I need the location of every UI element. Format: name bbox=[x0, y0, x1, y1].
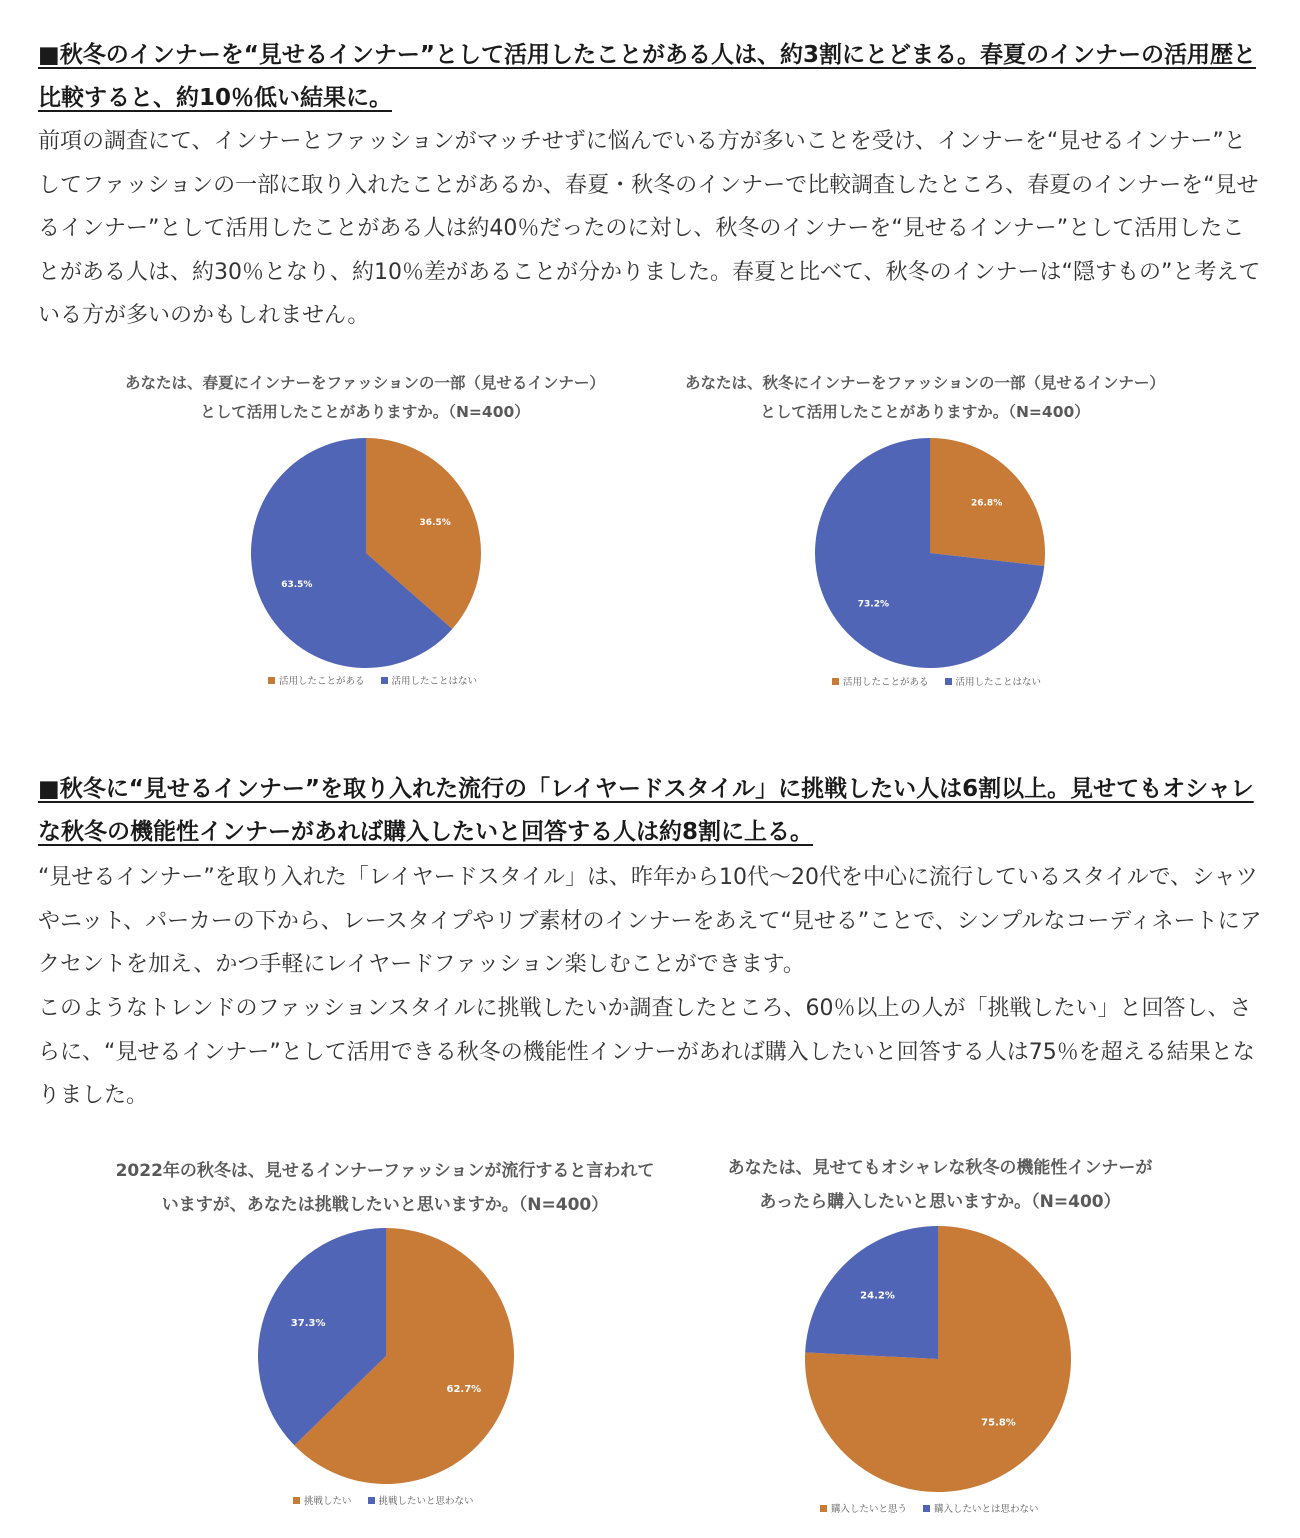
chart-4-pie bbox=[804, 1225, 1072, 1493]
pie-data-label-1: 75.8% bbox=[981, 1417, 1016, 1429]
section-2-heading: ■秋冬に“見せるインナー”を取り入れた流行の「レイヤードスタイル」に挑戦したい人は6割以上。見せてもオシャレな秋冬の機能性インナーがあれば購入したいと回答する人は約8割に上る。 bbox=[38, 776, 1254, 845]
chart-2-legend bbox=[832, 674, 1041, 688]
legend-label: 活用したことはない bbox=[955, 677, 1042, 688]
legend-label: 活用したことはない bbox=[391, 676, 478, 687]
section-1-heading: ■秋冬のインナーを“見せるインナー”として活用したことがある人は、約3割にとどまる。春夏のインナーの活用歴と比較すると、約10％低い結果に。 bbox=[38, 42, 1256, 111]
legend-label: 挑戦したいと思わない bbox=[378, 1496, 474, 1507]
section-1-paragraph: 前項の調査にて、インナーとファッションがマッチせずに悩んでいる方が多いことを受け、インナーを“見せるインナー”としてファッションの一部に取り入れたことがあるか、春夏・秋冬のインナーで比較調査したところ、春夏のインナーを“見せるインナー”として活用したことがある人は約40％だったのに対し、秋冬のインナーを“見せるインナー”として活用したことがある人は、約30％となり、約10％差があることが分かりました。春夏と比べて、秋冬のインナーは“隠すもの”と考えている方が多いのかもしれません。 bbox=[38, 129, 1261, 328]
section-2-paragraph-2: このようなトレンドのファッションスタイルに挑戦したいか調査したところ、60％以上の人が「挑戦したい」と回答し、さらに、“見せるインナー”として活用できる秋冬の機能性インナーがあれば購入したいと回答する人は75％を超える結果となりました。 bbox=[38, 996, 1255, 1108]
legend-item-1 bbox=[820, 1501, 907, 1515]
chart-1-title: あなたは、春夏にインナーをファッションの一部（見せるインナー） として活用したことがありますか。（N=400） bbox=[125, 374, 605, 421]
legend-label: 活用したことがある bbox=[279, 676, 365, 687]
pie-data-label-2: 24.2% bbox=[860, 1290, 895, 1302]
chart-3-pie bbox=[257, 1227, 515, 1485]
legend-swatch bbox=[945, 678, 952, 685]
legend-item-2 bbox=[945, 674, 1042, 688]
legend-label: 購入したいと思う bbox=[831, 1504, 908, 1515]
chart-4-legend bbox=[820, 1501, 1039, 1515]
legend-item-2 bbox=[368, 1493, 474, 1507]
legend-swatch bbox=[923, 1505, 930, 1512]
pie-data-label-2: 73.2% bbox=[857, 599, 890, 610]
legend-swatch bbox=[381, 677, 388, 684]
chart-4-title: あなたは、見せてもオシャレな秋冬の機能性インナーが あったら購入したいと思いますか。（N=400） bbox=[727, 1158, 1153, 1212]
chart-3-legend bbox=[293, 1493, 474, 1507]
legend-swatch bbox=[832, 678, 839, 685]
legend-swatch bbox=[268, 677, 275, 684]
legend-swatch bbox=[293, 1497, 300, 1504]
legend-label: 活用したことがある bbox=[843, 677, 929, 688]
legend-item-1 bbox=[293, 1493, 352, 1507]
legend-item-1 bbox=[268, 673, 365, 687]
legend-label: 購入したいとは思わない bbox=[934, 1504, 1039, 1515]
legend-item-1 bbox=[832, 674, 929, 688]
pie-data-label-1: 36.5% bbox=[419, 517, 451, 528]
legend-item-2 bbox=[923, 1501, 1039, 1515]
pie-data-label-1: 26.8% bbox=[970, 498, 1003, 509]
pie-data-label-2: 63.5% bbox=[281, 580, 313, 591]
legend-swatch bbox=[368, 1497, 375, 1504]
pie-data-label-2: 37.3% bbox=[290, 1318, 326, 1330]
section-2-paragraph-1: “見せるインナー”を取り入れた「レイヤードスタイル」は、昨年から10代〜20代を中心に流行しているスタイルで、シャツやニット、パーカーの下から、レースタイプやリブ素材のインナーをあえて“見せる”ことで、シンプルなコーディネートにアクセントを加え、かつ手軽にレイヤードファッション楽しむことができます。 bbox=[38, 865, 1262, 977]
chart-1-pie bbox=[250, 437, 482, 669]
chart-2-title: あなたは、秋冬にインナーをファッションの一部（見せるインナー） として活用したことがありますか。（N=400） bbox=[685, 374, 1165, 421]
chart-1-legend bbox=[268, 673, 477, 687]
chart-3-title: 2022年の秋冬は、見せるインナーファッションが流行すると言われて いますが、あなたは挑戦したいと思いますか。（N=400） bbox=[115, 1161, 655, 1215]
pie-data-label-1: 62.7% bbox=[446, 1383, 482, 1395]
legend-swatch bbox=[820, 1505, 827, 1512]
legend-item-2 bbox=[381, 673, 478, 687]
legend-label: 挑戦したい bbox=[304, 1496, 352, 1507]
chart-2-pie bbox=[814, 437, 1046, 669]
